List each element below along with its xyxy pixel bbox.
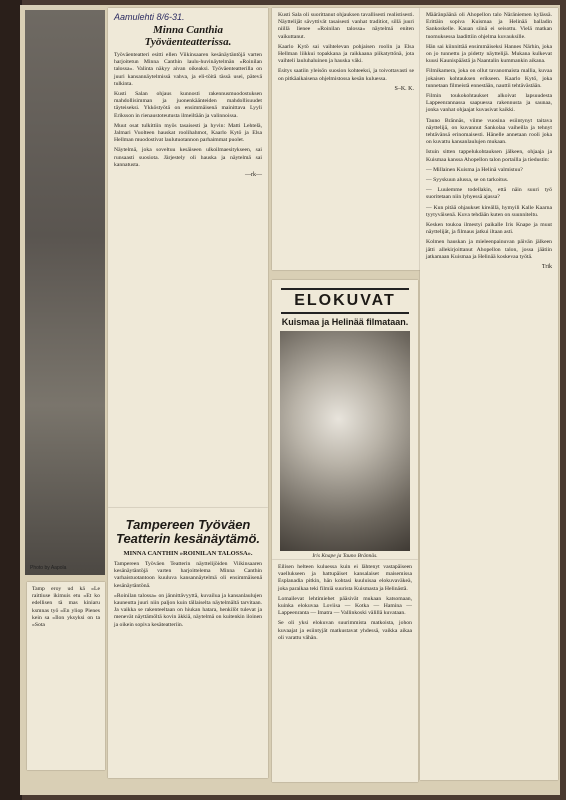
article5-signature: Trik xyxy=(541,264,552,271)
article5-paragraph: Filmin toukokohtaukset alkoivat lapsuudesta Lappeenrannassa saapuessa rakennusta ja saunaa, jonka vanhat ohjaajat kuvasivat kaikki. xyxy=(426,93,552,114)
article3-paragraph: Esitys saatiin yleisön suosion kohteeksi, ja toivottavasti se on pitkäaikaisena ohjelmistossa kesän kuluessa. xyxy=(278,68,414,82)
film-title: Kuismaa ja Helinää filmataan. xyxy=(281,317,409,327)
article5-paragraph: Istuin sitten tappelukohtauksen jälkeen, ohjaaja ja Kuismaa kanssa Ahopellon talon portailla ja tiedustin: xyxy=(426,149,552,163)
article2-subtitle: MINNA CANTHIN »ROINILAN TALOSSA». xyxy=(123,550,253,557)
article5-paragraph: Tauno Brännäs, viime vuosina esiintynyt taitava näyttelijä, on kuvannut Sankolaa vaiheilla ja tehnyt tehtävänsä erinomaisesti. Hänelle annetaan rooli joka on kuvattu kansanlaulujen mukaan. xyxy=(426,117,552,146)
article2-paragraph: Tampereen Työväen Teatterin näyttelijöiden Viikinsaaren kesänäytäntöjä varten harjoittelema Minna Canthin varhaistuotantoon kuuluva kansannäytelmä oli ensimmäisenä kesänäytäntönä. xyxy=(114,561,262,589)
article5-paragraph: Hän sai kiinnittää ensimmäiseksi Hannes Närhin, joka on jo tunnettu ja pidetty näyttelijä. Mukana kulkevat kuusi Kaunispäästä ja Naantalin kummankin aikana. xyxy=(426,43,552,65)
article2-paragraph: »Roinilan talossa» on jännittävyyttä, kuvailua ja kansanlaulujen kauneutta juuri niin paljon kuin tällaiselta näytelmältä tarvitaan. Ja vaikka se rakenteeltaan on hiukan hatara, henkilöt tulevat ja menevät näyttämöltä kovin äkkiä, näytelmä on kuitenkin iloinen ja oikein sopiva kesäteatteriin. xyxy=(114,592,262,628)
article5-paragraph: — Millainen Kuisma ja Helinä valmistuu? xyxy=(426,166,523,173)
article5-paragraph: — Kun pitää ohjaukset kireällä, hymyili Kalle Kaarna tyytyväisenä. Kuva tehdään kuten on suunniteltu. xyxy=(426,204,552,218)
article5-paragraph: Filmikamera, joka on ollut tavanomaista mallia, kuvaa jokaisen kohtauksen erikseen. Kaarlo Kytö, joka tunnetaan filmeistä ennestään, nauttii tehtävästään. xyxy=(426,68,552,89)
photo-caption: Photo by Aapola xyxy=(30,565,67,571)
article-kusti-sala xyxy=(272,8,420,270)
article2-title: Tampereen Työväen Teatterin kesänäytämö. xyxy=(115,517,261,546)
article-ahopellon-talo xyxy=(420,8,558,780)
article5-paragraph: Kolmen hauskan ja mieleenpainuvan päivän jälkeen jätti allekirjoittanut Ahopellon talon, jossa jäätiin jatkamaan Kuismaa ja Helinää koskevaa työtä. xyxy=(426,239,552,260)
film-photo-caption: Iris Knape ja Tauno Brännäs. xyxy=(312,553,378,559)
article5-paragraph: Kesken toukoa ilmestyi paikalle Iris Knape ja muut näyttelijät, ja filmaus jatkui iltaan asti. xyxy=(426,222,552,236)
vertical-photo xyxy=(25,10,105,575)
article-film-report xyxy=(272,560,418,782)
partial-clipping xyxy=(27,582,105,770)
film-still-photo xyxy=(280,331,410,551)
article1-paragraph: Työväenteatteri esitti ellen Viikinsaaren kesänäytäntöjä varten harjoitetun Minna Canthin laulu-huvinäytelmän »Roinilan talossa». Valinta näkyy aivan oikeaksi. Työväenteatterilla on juuri kansannäytelmissä vahva, ja eli-töitä tässä usei, pätevä tulkinta. xyxy=(114,52,262,87)
handwritten-note: Aamulehti 8/6-31. xyxy=(114,12,185,22)
article6-paragraph: Tamp eroy ud kä »Le raittiuse ikimuis etu »Et ko edellisen tä mas kiniaru ksmnas työ »En yliop Pienes kein sa »Ilon yksyksi on ta »Sota xyxy=(32,586,100,629)
article1-signature: —rk— xyxy=(245,172,262,179)
binding-strip xyxy=(0,0,22,800)
article1-paragraph: Näytelmä, joka soveltuu kesäiseen ulkoilmaesitykseen, sai runsaasti suosiota. Järjestely oli hauska ja näytelmä sai kannatusta. xyxy=(114,147,262,168)
article4-paragraph: Se oli yksi elokuvan suurimmista matkoista, johon kuvaajat ja esiintyjät matkustavat yhdessä, vaikka aikaa oli varattu vähän. xyxy=(278,620,412,641)
film-clipping xyxy=(272,280,418,560)
elokuvat-banner: ELOKUVAT xyxy=(281,288,409,314)
article3-signature: S–K. K. xyxy=(394,85,414,92)
article5-paragraph: Määränpäänä oli Ahopellon talo Näräniemen kylässä. Erittäin sopiva Kuismaa ja Helinää balladin Sankoskelle. Kauan siinä ei seisottu. Vielä matkan tuomuksessa laadittiin ohjelma kuvauksille. xyxy=(426,12,552,40)
article1-title: Minna Canthia Työväenteatterissa. xyxy=(144,24,232,48)
article4-paragraph: Lomailevat lehtimiehet pääsivät mukaan katsomaan, kuinka elokuvaa Loviisa — Kotka — Hamina — Lappeenranta — Imatra — Vallinkoski välillä kuvataan. xyxy=(278,595,412,617)
article-tampereen-tyovaen xyxy=(108,508,268,778)
article-minna-canthia xyxy=(108,8,268,508)
article3-paragraph: Kaarlo Kytö sai vaihtelevan pohjaisen roolin ja Elsa Hellman liikkui topakkana ja raikkaana piikatyttönä, jota vaihteli lauluhaluinen ja hauska väki. xyxy=(278,43,414,65)
article1-paragraph: Kusti Salan ohjaus kunnosti rakennusmuodostuksen mahdollisimman ja juonenkäänteiden mahdollisuudet täyteiseksi. Ykköstyötä on ensimmäisenä mainittava Lyyli Eriksson in rienaustoteutusta ilmeiltään ja valinnoissa. xyxy=(114,91,262,119)
article3-paragraph: Kusti Sala oli suorittanut ohjauksen tavallisesti realistisesti. Näyttelijät sävyttivät tasaisesti vanhat traditiot, sillä juuri niillä lienee »Roinilan talossa» näytelmä eniten vaikuttanut. xyxy=(278,12,414,40)
article1-paragraph: Muut osat tulkittiin myös tasaisesti ja hyvin: Matti Lehtelä, Jalmari Vuolteen hauskat roolihahmot, Kaarlo Kytö ja Elsa Hellman muodostivat laulutuotannon parhaimmat puolet. xyxy=(114,122,262,144)
article4-paragraph: Eilisen helteen kuluessa kuin ei lähtenyt vastapäiseen vaellukseen ja hattupäiset kansalaiset maisemissa Esplanadia pitkin, hän kohtasi kuuluisaa elokuvaväkeä, joka paraikaa teki filmiä suurista Kuismasta ja Helinästä. xyxy=(278,564,412,592)
article5-paragraph: — Luulemme todellakin, että näin suuri työ suoritetaan niin lyhyessä ajassa? xyxy=(426,187,552,201)
article5-paragraph: — Syyskuun alussa, se on tarkoitus. xyxy=(426,177,509,184)
